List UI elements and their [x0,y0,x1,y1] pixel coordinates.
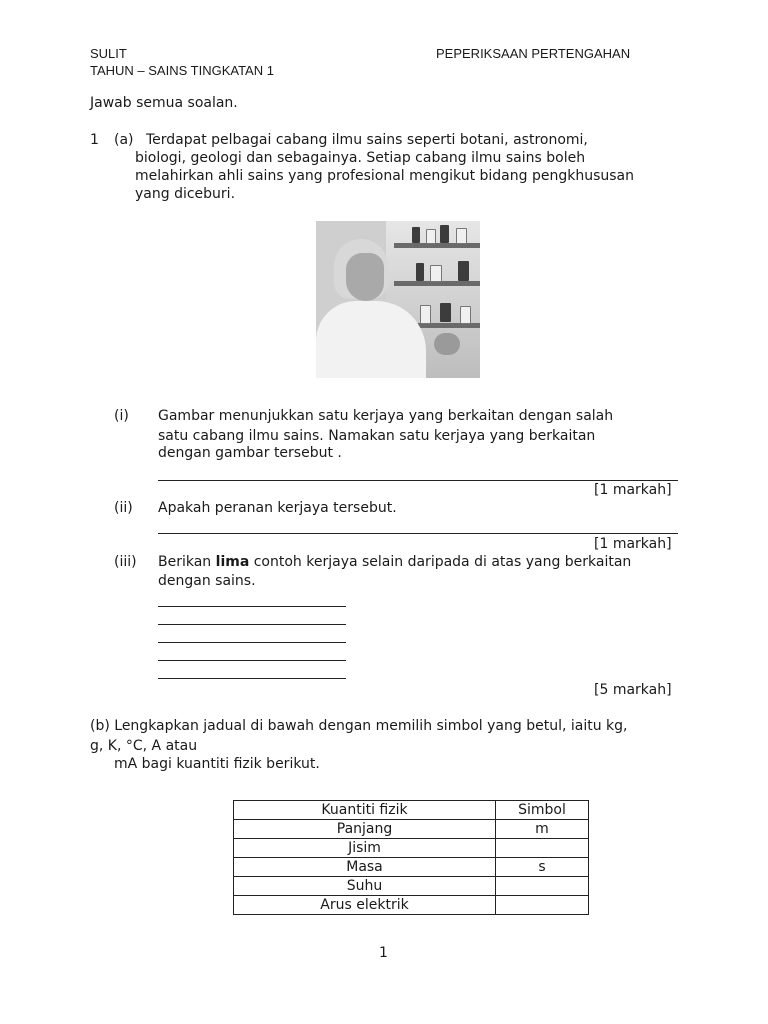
table-row [234,820,589,839]
table-header-row [234,801,589,820]
table-cell-symbol[interactable]: m [496,820,589,839]
bottle [416,263,424,281]
part-a-text-line-3: melahirkan ahli sains yang profesional mengikut bidang pengkhususan [135,168,634,184]
table-cell-quantity: Masa [234,858,496,877]
sub-iii-text-before: Berikan [158,554,216,570]
table-header-quantity: Kuantiti fizik [234,801,496,820]
part-a-text-line-2: biologi, geologi dan sebagainya. Setiap cabang ilmu sains boleh [135,150,586,166]
bottle [440,303,451,322]
sub-iii-text-after: contoh kerjaya selain daripada di atas yang berkaitan [249,554,632,570]
table-row [234,877,589,896]
shelf [394,243,480,248]
sub-iii-text-bold: lima [215,554,250,570]
physical-quantity-table [233,800,589,915]
bottle [430,265,442,282]
part-b-text-line-3: mA bagi kuantiti fizik berikut. [114,756,320,772]
sub-ii-label: (ii) [114,500,133,516]
table-header-symbol: Simbol [496,801,589,820]
sub-ii-marks: [1 markah] [594,536,672,552]
sub-i-marks: [1 markah] [594,482,672,498]
table-cell-symbol[interactable]: s [496,858,589,877]
part-b-text-line-1: (b) Lengkapkan jadual di bawah dengan memilih simbol yang betul, iaitu kg, [90,718,628,734]
person-hand [434,333,460,355]
table-cell-quantity: Jisim [234,839,496,858]
bottle [420,305,431,324]
question-number: 1 [90,132,99,148]
sub-i-label: (i) [114,408,129,424]
page-number: 1 [379,945,388,961]
table-row [234,858,589,877]
instruction: Jawab semua soalan. [90,95,238,111]
person-face [346,253,384,301]
bottle [440,225,449,243]
part-a-label: (a) [114,132,134,148]
bottle [412,227,420,243]
header-exam-title: PEPERIKSAAN PERTENGAHAN [436,46,631,61]
sub-iii-label: (iii) [114,554,137,570]
bottle [456,228,467,244]
sub-iii-text-line-2: dengan sains. [158,573,256,589]
bottle [460,306,471,324]
header-subject: TAHUN – SAINS TINGKATAN 1 [90,63,274,78]
table-cell-symbol[interactable] [496,896,589,915]
answer-line-ii[interactable] [158,533,678,534]
bottle [458,261,469,281]
sub-i-text-line-2: satu cabang ilmu sains. Namakan satu kerjaya yang berkaitan [158,428,596,444]
part-a-text-line-1: Terdapat pelbagai cabang ilmu sains seperti botani, astronomi, [146,132,588,148]
answer-line-iii-5[interactable] [158,678,346,679]
table-cell-quantity: Arus elektrik [234,896,496,915]
sub-iii-marks: [5 markah] [594,682,672,698]
sub-iii-text-line-1 [158,553,631,571]
table-cell-quantity: Suhu [234,877,496,896]
table-cell-quantity: Panjang [234,820,496,839]
table-row [234,839,589,858]
sub-ii-text: Apakah peranan kerjaya tersebut. [158,500,397,516]
sub-i-text-line-1: Gambar menunjukkan satu kerjaya yang berkaitan dengan salah [158,408,614,424]
bottle [426,229,436,244]
part-a-text-line-4: yang diceburi. [135,186,236,202]
table-row [234,896,589,915]
table-cell-symbol[interactable] [496,877,589,896]
answer-line-iii-4[interactable] [158,660,346,661]
part-b-text-line-2: g, K, °C, A atau [90,738,198,754]
pharmacist-photo [316,221,480,378]
sub-i-text-line-3: dengan gambar tersebut . [158,445,342,461]
table-cell-symbol[interactable] [496,839,589,858]
header-sulit: SULIT [90,46,127,61]
answer-line-iii-1[interactable] [158,606,346,607]
answer-line-iii-3[interactable] [158,642,346,643]
answer-line-iii-2[interactable] [158,624,346,625]
